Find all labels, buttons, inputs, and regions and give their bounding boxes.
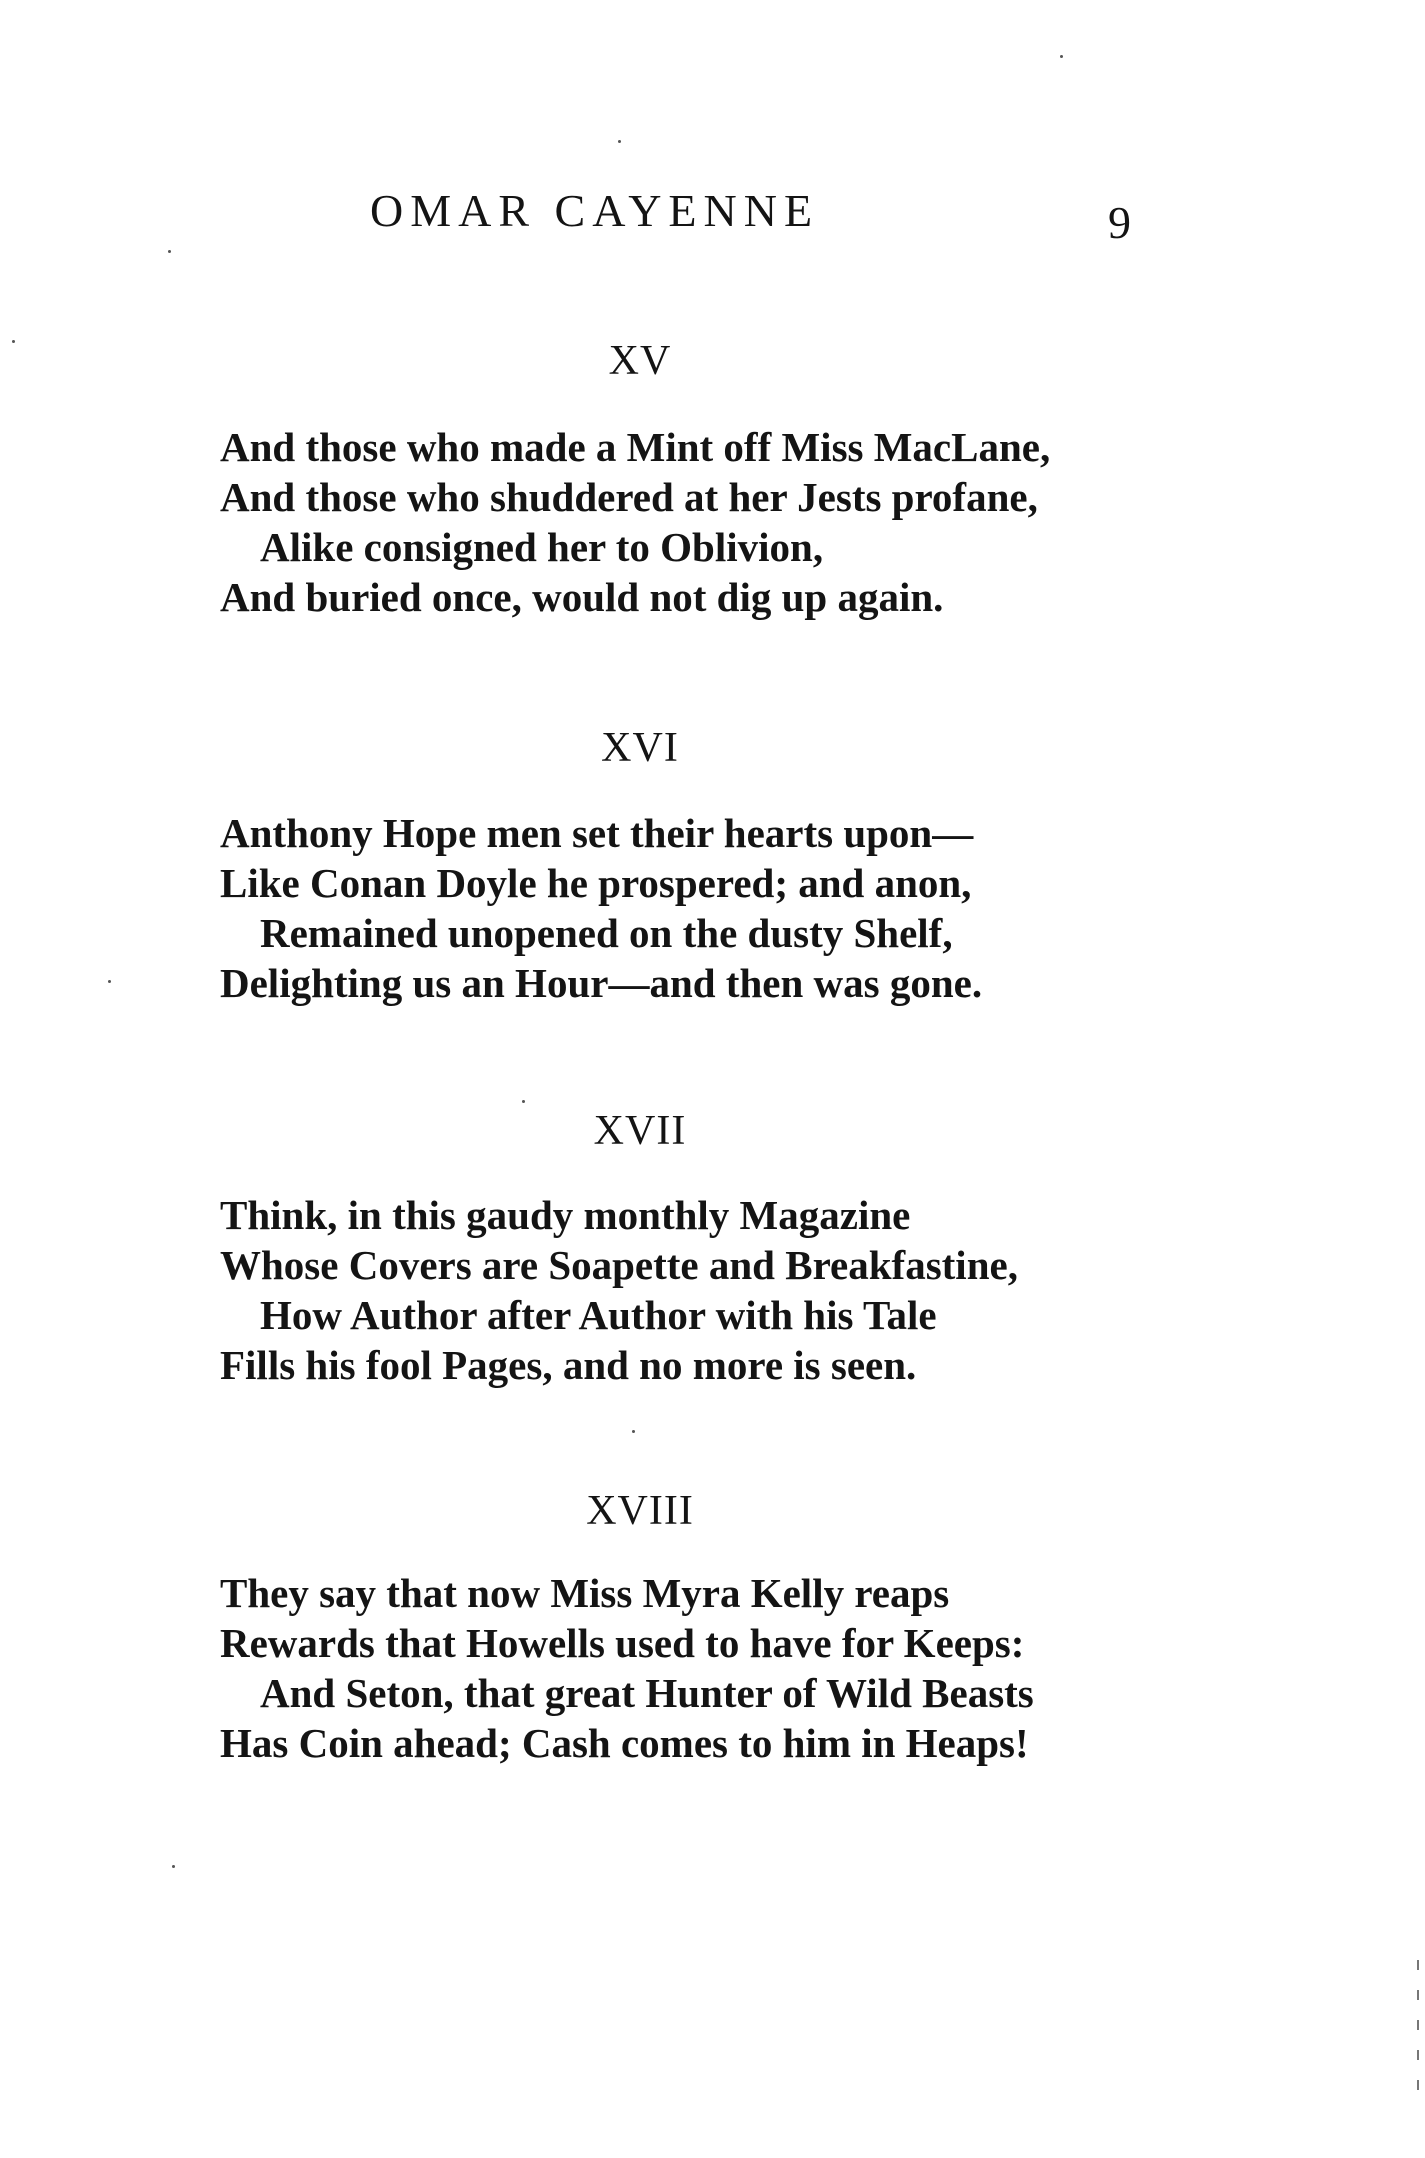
stanza-xvi bbox=[220, 808, 1220, 1008]
stanza-line: Anthony Hope men set their hearts upon— bbox=[220, 810, 974, 856]
scan-speck bbox=[108, 980, 111, 983]
stanza-line: Whose Covers are Soapette and Breakfastine, bbox=[220, 1242, 1018, 1288]
stanza-xvii bbox=[220, 1190, 1220, 1390]
running-title: OMAR CAYENNE bbox=[370, 185, 820, 236]
stanza-line: How Author after Author with his Tale bbox=[260, 1292, 937, 1338]
stanza-line: And those who shuddered at her Jests profane, bbox=[220, 474, 1038, 520]
stanza-line: And Seton, that great Hunter of Wild Beasts bbox=[260, 1670, 1034, 1716]
scan-speck bbox=[618, 140, 621, 143]
stanza-line: Delighting us an Hour—and then was gone. bbox=[220, 960, 983, 1006]
stanza-line: Has Coin ahead; Cash comes to him in Heaps! bbox=[220, 1720, 1029, 1766]
margin-mark bbox=[1417, 1990, 1419, 2000]
page-number: 9 bbox=[1108, 197, 1131, 248]
stanza-numeral-xvii: XVII bbox=[593, 1108, 687, 1154]
scan-speck bbox=[172, 1865, 175, 1868]
scan-speck bbox=[12, 340, 15, 343]
margin-mark bbox=[1417, 2050, 1419, 2060]
stanza-xv bbox=[220, 422, 1220, 622]
stanza-line: Rewards that Howells used to have for Keeps: bbox=[220, 1620, 1025, 1666]
scan-speck bbox=[522, 1100, 525, 1103]
margin-mark bbox=[1417, 1960, 1419, 1970]
scan-speck bbox=[168, 250, 171, 253]
stanza-numeral-xv: XV bbox=[608, 338, 672, 384]
stanza-line: Fills his fool Pages, and no more is seen. bbox=[220, 1342, 917, 1388]
stanza-line: Alike consigned her to Oblivion, bbox=[260, 524, 824, 570]
stanza-numeral-xvi: XVI bbox=[601, 725, 679, 771]
stanza-line: They say that now Miss Myra Kelly reaps bbox=[220, 1570, 950, 1616]
stanza-line: And those who made a Mint off Miss MacLane, bbox=[220, 424, 1051, 470]
margin-mark bbox=[1417, 2080, 1419, 2090]
scan-speck bbox=[632, 1430, 635, 1433]
stanza-numeral-xviii: XVIII bbox=[586, 1488, 694, 1534]
stanza-line: Remained unopened on the dusty Shelf, bbox=[260, 910, 953, 956]
margin-mark bbox=[1417, 2020, 1419, 2030]
scan-speck bbox=[1060, 55, 1063, 58]
stanza-line: Think, in this gaudy monthly Magazine bbox=[220, 1192, 911, 1238]
stanza-line: And buried once, would not dig up again. bbox=[220, 574, 944, 620]
stanza-xviii bbox=[220, 1568, 1220, 1768]
stanza-line: Like Conan Doyle he prospered; and anon, bbox=[220, 860, 972, 906]
